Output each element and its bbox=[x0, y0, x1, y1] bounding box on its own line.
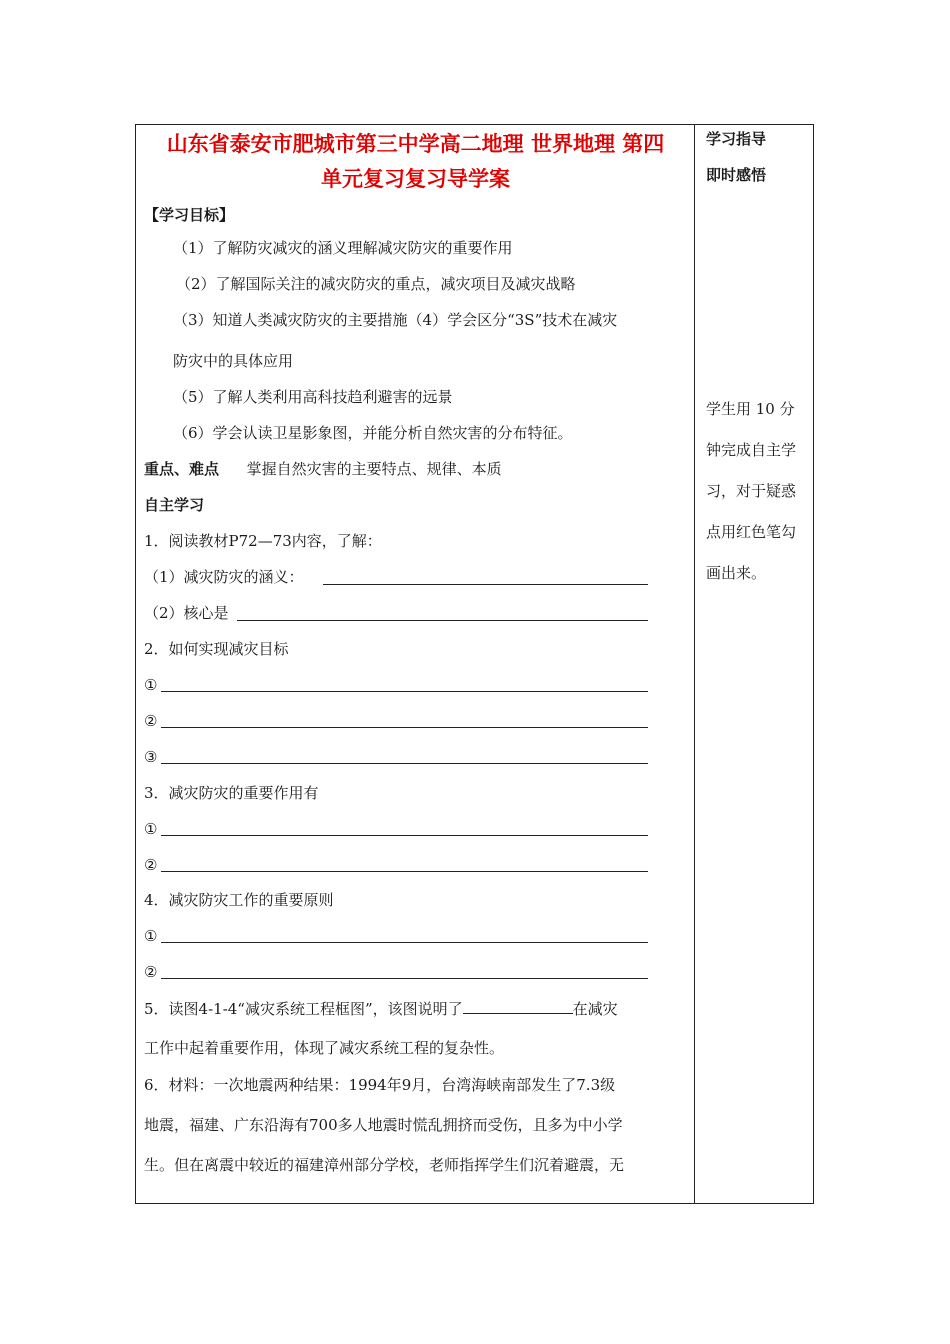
worksheet-table bbox=[135, 124, 814, 1204]
objectives-heading: 【学习目标】 bbox=[144, 206, 235, 224]
question-2-item-3-marker: ③ bbox=[144, 748, 158, 766]
question-2-item-2-marker: ② bbox=[144, 712, 158, 730]
objective-2: （2）了解国际关注的减灾防灾的重点，减灾项目及减灾战略 bbox=[176, 275, 576, 293]
question-1a-label: （1）减灾防灾的涵义： bbox=[144, 568, 304, 586]
reflection-heading: 即时感悟 bbox=[706, 166, 767, 184]
guidance-note-line-2: 钟完成自主学 bbox=[706, 441, 797, 459]
objective-5: （5）了解人类利用高科技趋利避害的远景 bbox=[173, 388, 453, 406]
guidance-column bbox=[695, 125, 815, 1203]
answer-blank-1b[interactable] bbox=[237, 620, 648, 621]
key-points-label: 重点、难点 bbox=[144, 460, 220, 478]
question-3-item-1-marker: ① bbox=[144, 820, 158, 838]
main-column bbox=[136, 125, 695, 1203]
answer-blank-1a[interactable] bbox=[323, 584, 648, 585]
answer-blank-4-2[interactable] bbox=[161, 978, 648, 979]
self-study-heading: 自主学习 bbox=[144, 496, 205, 514]
question-2-item-1-marker: ① bbox=[144, 676, 158, 694]
answer-blank-2-3[interactable] bbox=[161, 763, 648, 764]
question-4: 4．减灾防灾工作的重要原则 bbox=[144, 891, 334, 909]
key-points-text: 掌握自然灾害的主要特点、规律、本质 bbox=[246, 460, 502, 478]
key-points bbox=[144, 459, 502, 479]
guidance-note bbox=[706, 389, 808, 594]
guidance-note-line-5: 画出来。 bbox=[706, 564, 767, 582]
guidance-note-line-3: 习，对于疑惑 bbox=[706, 482, 797, 500]
question-4-item-2-marker: ② bbox=[144, 963, 158, 981]
question-1: 1．阅读教材P72—73内容，了解： bbox=[144, 532, 382, 550]
answer-blank-5[interactable] bbox=[463, 998, 573, 1014]
doc-title-line-2: 单元复习复习导学案 bbox=[321, 167, 510, 191]
question-5 bbox=[144, 998, 618, 1019]
question-5-text-a: 5．读图4-1-4“减灾系统工程框图”，该图说明了 bbox=[144, 1000, 463, 1018]
question-3-item-2-marker: ② bbox=[144, 856, 158, 874]
question-6-line-2: 地震，福建、广东沿海有700多人地震时慌乱拥挤而受伤，且多为中小学 bbox=[144, 1116, 623, 1134]
guidance-note-line-1: 学生用 10 分 bbox=[706, 400, 795, 418]
objective-3: （3）知道人类减灾防灾的主要措施（4）学会区分“3S”技术在减灾 bbox=[173, 311, 618, 329]
question-1b-label: （2）核心是 bbox=[144, 604, 229, 622]
answer-blank-4-1[interactable] bbox=[161, 942, 648, 943]
objective-1: （1）了解防灾减灾的涵义理解减灾防灾的重要作用 bbox=[173, 239, 513, 257]
guidance-note-line-4: 点用红色笔勾 bbox=[706, 523, 797, 541]
question-2: 2．如何实现减灾目标 bbox=[144, 640, 289, 658]
answer-blank-2-2[interactable] bbox=[161, 727, 648, 728]
question-6-line-1: 6．材料：一次地震两种结果：1994年9月，台湾海峡南部发生了7.3级 bbox=[144, 1076, 616, 1094]
answer-blank-3-1[interactable] bbox=[161, 835, 648, 836]
question-3: 3．减灾防灾的重要作用有 bbox=[144, 784, 319, 802]
question-6-line-3: 生。但在离震中较近的福建漳州部分学校，老师指挥学生们沉着避震，无 bbox=[144, 1156, 625, 1174]
guidance-heading: 学习指导 bbox=[706, 130, 767, 148]
objective-6: （6）学会认读卫星影象图，并能分析自然灾害的分布特征。 bbox=[173, 424, 573, 442]
answer-blank-2-1[interactable] bbox=[161, 691, 648, 692]
answer-blank-3-2[interactable] bbox=[161, 871, 648, 872]
question-5-text-b: 在减灾 bbox=[572, 1000, 618, 1018]
question-4-item-1-marker: ① bbox=[144, 927, 158, 945]
question-5-line-2: 工作中起着重要作用，体现了减灾系统工程的复杂性。 bbox=[144, 1039, 505, 1057]
doc-title-line-1: 山东省泰安市肥城市第三中学高二地理 世界地理 第四 bbox=[166, 132, 665, 156]
objective-3-cont: 防灾中的具体应用 bbox=[173, 352, 294, 370]
